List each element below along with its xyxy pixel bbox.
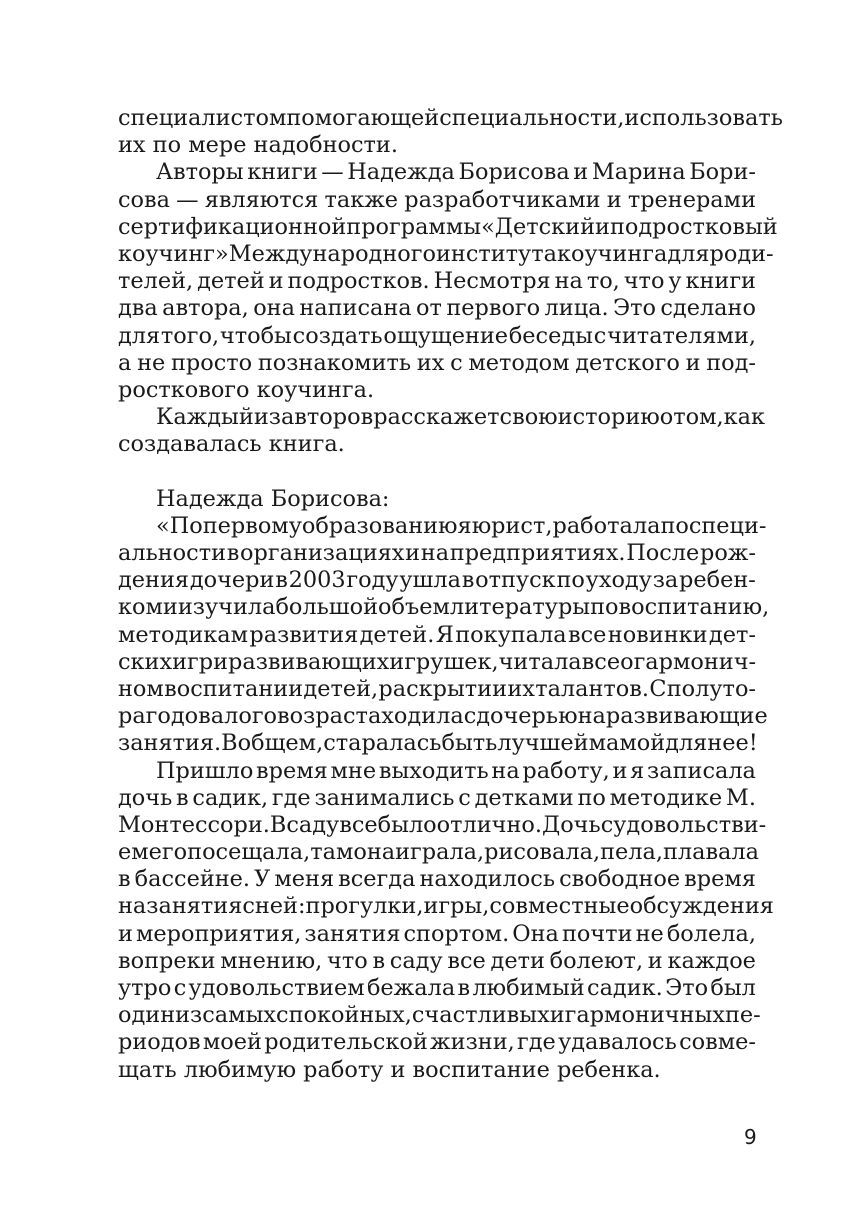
word: то,: [586, 268, 620, 295]
word: в: [275, 567, 288, 594]
word: познакомить: [257, 349, 412, 376]
word: предприятиях.: [449, 540, 626, 566]
word: также: [324, 186, 399, 213]
word: родительской: [264, 1029, 428, 1056]
word: «Детский: [481, 213, 596, 240]
word: Несмотря: [433, 268, 551, 295]
word: бассейне.: [134, 866, 251, 893]
word: как: [723, 404, 765, 431]
word: меня: [274, 866, 335, 893]
word: рож-: [699, 540, 756, 566]
word: с: [458, 784, 471, 811]
word: саду: [286, 811, 340, 838]
text-line: [118, 567, 756, 594]
word: специалистом: [118, 105, 287, 131]
word: и: [573, 159, 589, 186]
text-line: [118, 703, 768, 730]
word: «По: [156, 512, 203, 539]
word: садик.: [587, 975, 663, 1001]
word: читателями,: [607, 322, 756, 349]
word: отпуск: [475, 567, 556, 594]
word: у: [668, 268, 682, 295]
word: о: [659, 404, 674, 431]
word: беседы: [508, 322, 593, 349]
word: раскрытии: [378, 675, 508, 702]
word: на: [577, 703, 606, 730]
word: альности: [118, 540, 227, 566]
word: занятия: [146, 893, 243, 920]
text-line: [118, 1057, 756, 1084]
word: занятия: [304, 920, 401, 947]
word: с: [600, 811, 614, 838]
word: где: [271, 784, 311, 811]
word: на: [420, 540, 450, 566]
word: дочерью: [476, 703, 578, 730]
word: тренерами: [627, 186, 756, 213]
word: использовать: [624, 105, 783, 131]
word: самых: [202, 1002, 277, 1029]
word: для: [667, 240, 710, 267]
word: Она: [512, 920, 559, 947]
word: для: [665, 730, 708, 757]
word: сова: [118, 186, 170, 213]
word: коучинга: [556, 240, 668, 267]
word: удавалось: [558, 1029, 677, 1056]
page-number: 9: [744, 1125, 757, 1149]
word: специальности,: [439, 105, 625, 131]
word: литературы: [449, 594, 591, 621]
word: ушла: [399, 567, 461, 594]
text-line: [118, 213, 778, 241]
word: Надежда: [347, 159, 455, 186]
word: в: [226, 540, 240, 566]
word: авторов: [280, 404, 374, 431]
word: все: [339, 811, 378, 838]
word: У: [254, 866, 271, 893]
word: и: [612, 757, 628, 784]
word: изучила: [177, 594, 276, 621]
word: из: [253, 404, 281, 431]
word: лица.: [544, 295, 609, 322]
word: дети: [490, 947, 545, 974]
word: сделано: [660, 295, 756, 322]
word: мне: [330, 757, 377, 784]
text-line: [118, 268, 756, 295]
word: Я: [435, 621, 454, 648]
word: ребен-: [679, 567, 756, 594]
word: ем: [118, 839, 149, 866]
word: удовольствием: [188, 975, 365, 1001]
word: Это: [612, 295, 656, 322]
word: занимались: [314, 784, 455, 811]
word: Монтессори.: [118, 811, 270, 838]
word: уходу: [585, 567, 652, 594]
word: работала: [552, 512, 661, 539]
word: жизни,: [430, 1029, 515, 1056]
text-line: [118, 431, 756, 458]
word: с: [593, 322, 607, 349]
word: все: [567, 621, 607, 648]
word: просто: [170, 349, 253, 376]
word: я: [457, 512, 472, 539]
word: историю: [557, 404, 660, 431]
book-page-text: [118, 105, 783, 1084]
word: ских: [118, 648, 173, 675]
text-line: [118, 132, 756, 159]
word: свободное: [559, 866, 681, 893]
word: находилось: [419, 866, 556, 893]
word: и: [405, 540, 421, 566]
word: их: [507, 675, 535, 702]
word: и: [595, 213, 610, 240]
word: ходила: [381, 703, 464, 730]
word: воспитании: [164, 675, 304, 702]
word: расскажет: [373, 404, 500, 431]
word: свою: [499, 404, 558, 431]
text-line: [118, 404, 765, 431]
word: —: [321, 159, 344, 186]
word: разработчиками: [404, 186, 601, 213]
word: первому: [202, 512, 302, 539]
word: его: [148, 839, 188, 866]
word: мероприятия,: [136, 920, 302, 947]
word: по: [590, 594, 619, 621]
word: пела,: [600, 839, 663, 866]
word: лучшей: [497, 730, 589, 757]
word: и: [118, 920, 133, 947]
word: время: [256, 757, 328, 784]
word: совместные: [489, 893, 630, 920]
word: методом: [468, 349, 570, 376]
word: всегда: [338, 866, 416, 893]
word: по: [660, 512, 689, 539]
word: что: [327, 947, 368, 974]
word: спортом.: [403, 920, 510, 947]
word: книги: [247, 159, 318, 186]
word: —: [176, 186, 199, 213]
word: было: [377, 811, 437, 838]
word: в: [372, 947, 386, 974]
text-line: [118, 921, 756, 948]
word: ком: [118, 594, 163, 621]
text-line: [118, 975, 756, 1002]
text-line: [118, 785, 756, 812]
line-text: их по мере надобности.: [118, 132, 398, 159]
word: Дочь: [542, 811, 601, 838]
word: института: [435, 240, 557, 267]
word: развивающих: [228, 648, 390, 675]
text-line: [118, 676, 756, 703]
word: почти: [561, 920, 633, 947]
text-line: [118, 594, 770, 621]
word: полуто-: [666, 675, 756, 702]
word: на: [554, 268, 583, 295]
word: Пришло: [156, 757, 254, 784]
word: мамой: [588, 730, 666, 757]
word: методикам: [118, 621, 249, 648]
word: по: [556, 567, 585, 594]
word: болеют,: [549, 947, 644, 974]
word: Авторы: [156, 159, 244, 186]
word: методике: [609, 784, 723, 811]
word: за: [652, 567, 679, 594]
text-line: [118, 730, 756, 757]
word: сертификационной: [118, 213, 347, 240]
word: спокойных,: [276, 1002, 412, 1029]
word: в: [461, 567, 475, 594]
word: один: [118, 1002, 176, 1029]
word: создать: [292, 322, 383, 349]
word: вопреки: [118, 947, 216, 974]
word: и: [268, 268, 284, 295]
paragraph-gap: [118, 458, 756, 485]
word: Бори-: [689, 159, 756, 186]
word: С: [649, 675, 667, 702]
word: бежала: [366, 975, 456, 1001]
word: я: [630, 757, 645, 784]
word: садик,: [192, 784, 269, 811]
word: помогающей: [286, 105, 440, 131]
word: два: [118, 295, 158, 322]
word: играла,: [395, 839, 485, 866]
word: все: [447, 947, 486, 974]
word: организациях: [240, 540, 405, 566]
word: большой: [275, 594, 379, 621]
word: в: [118, 866, 131, 893]
word: занятия.: [118, 730, 222, 757]
word: в: [176, 784, 189, 811]
word: и: [647, 947, 663, 974]
word: любимый: [472, 975, 585, 1001]
word: книги: [685, 268, 756, 295]
word: игр: [172, 648, 214, 675]
word: время: [684, 866, 756, 893]
text-line: [118, 350, 756, 377]
word: того,: [160, 322, 220, 349]
word: игры,: [423, 893, 490, 920]
word: В: [269, 811, 287, 838]
word: детей: [197, 268, 265, 295]
word: и: [549, 1002, 565, 1029]
word: дочери: [189, 567, 275, 594]
word: не: [137, 349, 166, 376]
word: игрушек,: [389, 648, 499, 675]
line-text: щать любимую работу и воспитание ребенка.: [118, 1056, 661, 1083]
word: читала: [498, 648, 582, 675]
word: специ-: [688, 512, 767, 539]
word: с: [242, 893, 255, 920]
word: все: [581, 648, 621, 675]
text-line: [118, 377, 756, 404]
word: быть: [441, 730, 498, 757]
word: дочь: [118, 784, 173, 811]
word: из: [175, 1002, 203, 1029]
word: там: [310, 839, 354, 866]
text-line: [118, 486, 756, 513]
text-line: [118, 240, 774, 268]
word: с: [450, 349, 463, 376]
word: подростковый: [609, 213, 778, 240]
word: рисовала,: [484, 839, 601, 866]
text-line: [118, 948, 756, 975]
word: первого: [446, 295, 541, 322]
word: новинки: [607, 621, 708, 648]
word: детского: [575, 349, 680, 376]
word: автора,: [162, 295, 249, 322]
text-line: [118, 512, 767, 540]
word: саду: [389, 947, 443, 974]
text-line: [118, 866, 756, 893]
word: возраста: [277, 703, 382, 730]
word: работу,: [522, 757, 610, 784]
text-line: [118, 1029, 756, 1056]
word: являются: [204, 186, 319, 213]
word: на: [491, 757, 520, 784]
word: развития: [249, 621, 359, 648]
word: а: [118, 349, 132, 376]
word: дет-: [708, 621, 756, 648]
line-text: росткового коучинга.: [118, 376, 375, 403]
word: После: [626, 540, 700, 566]
word: 2003: [288, 567, 346, 594]
word: о: [620, 648, 634, 675]
text-line: [118, 295, 756, 322]
word: детей.: [359, 621, 435, 648]
word: и: [213, 648, 229, 675]
word: болела,: [666, 920, 756, 947]
word: старалась: [323, 730, 442, 757]
text-line: [118, 187, 756, 214]
word: юрист,: [471, 512, 553, 539]
word: дения: [118, 567, 190, 594]
word: с: [173, 975, 187, 1001]
word: телей,: [118, 268, 194, 295]
word: Международного: [228, 240, 436, 267]
word: счастливых: [411, 1002, 550, 1029]
word: Это: [665, 975, 709, 1001]
text-line: [118, 811, 767, 839]
line-text: создавалась книга.: [118, 431, 345, 458]
word: году: [346, 567, 399, 594]
word: обсуждения: [629, 893, 774, 920]
word: коучинг»: [118, 240, 229, 267]
word: где: [517, 1029, 556, 1056]
word: том,: [673, 404, 724, 431]
word: был: [710, 975, 756, 1001]
word: развивающие: [605, 703, 768, 730]
word: рагодовалого: [118, 703, 278, 730]
word: пе-: [724, 1002, 761, 1029]
text-line: [118, 159, 756, 186]
text-line: [118, 839, 759, 866]
word: моей: [202, 1029, 262, 1056]
word: гармоничных: [564, 1002, 725, 1029]
word: прогулки,: [305, 893, 424, 920]
word: Марина: [591, 159, 686, 186]
word: и: [685, 349, 701, 376]
word: чтобы: [219, 322, 292, 349]
word: каждое: [667, 947, 756, 974]
text-line: [118, 622, 756, 649]
word: риодов: [118, 1029, 201, 1056]
word: не: [635, 920, 664, 947]
text-line: [118, 649, 756, 676]
word: ном: [118, 675, 164, 702]
word: детей,: [303, 675, 379, 702]
word: для: [118, 322, 161, 349]
word: утро: [118, 975, 172, 1001]
word: и: [606, 186, 622, 213]
word: от: [416, 295, 442, 322]
word: с: [463, 703, 477, 730]
word: М.: [725, 784, 756, 811]
word: В: [221, 730, 238, 757]
word: что: [623, 268, 665, 295]
word: написана: [299, 295, 412, 322]
word: покупала: [455, 621, 567, 648]
word: Борисова: [458, 159, 570, 186]
word: плавала: [662, 839, 759, 866]
word: их: [416, 349, 445, 376]
word: по: [577, 784, 606, 811]
word: Каждый: [156, 404, 254, 431]
word: ощущение: [383, 322, 509, 349]
word: она: [353, 839, 396, 866]
text-line: [118, 323, 756, 350]
word: отлично.: [436, 811, 542, 838]
word: мнению,: [220, 947, 323, 974]
text-line: [118, 758, 756, 785]
text-line: [118, 1002, 761, 1029]
word: на: [118, 893, 147, 920]
word: удовольстви-: [613, 811, 767, 838]
word: нее!: [707, 730, 758, 757]
text-line: [118, 893, 774, 920]
word: подростков.: [287, 268, 430, 295]
text-line: [118, 540, 756, 567]
word: и: [162, 594, 178, 621]
word: образованию: [301, 512, 458, 539]
word: посещала,: [187, 839, 311, 866]
word: талантов.: [535, 675, 650, 702]
word: объем: [378, 594, 450, 621]
word: роди-: [709, 240, 774, 267]
word: записала: [647, 757, 756, 784]
word: она: [253, 295, 295, 322]
word: гармонич-: [633, 648, 757, 675]
word: воспитанию,: [618, 594, 770, 621]
word: в: [457, 975, 471, 1001]
word: ней:: [254, 893, 306, 920]
text-line: [118, 105, 783, 132]
word: совме-: [679, 1029, 756, 1056]
word: детками: [474, 784, 574, 811]
line-text: Надежда Борисова:: [156, 485, 390, 512]
word: выходить: [378, 757, 489, 784]
word: под-: [706, 349, 756, 376]
word: программы: [346, 213, 482, 240]
word: общем,: [237, 730, 324, 757]
